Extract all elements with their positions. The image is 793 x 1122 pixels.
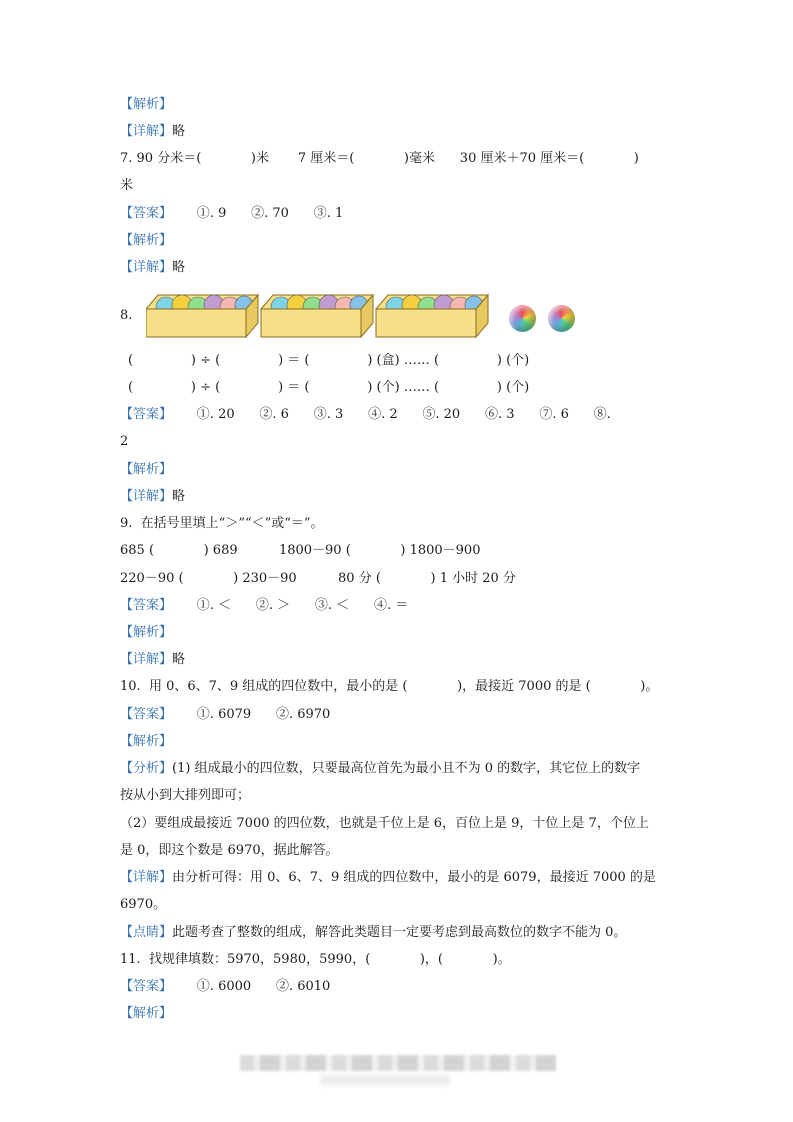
detail-text: 略: [172, 489, 186, 504]
answer-8: [120, 406, 611, 424]
answer-text: ①. ＜ ②. ＞ ③. ＜ ④. ＝: [172, 598, 409, 613]
analysis-label: 【解析】: [120, 462, 173, 477]
analysis-paragraph: [120, 760, 640, 778]
analysis-label: 【解析】: [120, 97, 173, 112]
comment-label: 【点睛】: [120, 925, 173, 940]
analysis-label: 【解析】: [120, 1006, 173, 1021]
answer-label: 【答案】: [120, 979, 173, 994]
detail-line: [120, 123, 185, 141]
answer-text: ①. 20 ②. 6 ③. 3 ④. 2 ⑤. 20 ⑥. 3 ⑦. 6 ⑧.: [172, 407, 611, 422]
question-11: 11. 找规律填数：5970，5980，5990，( )，( )。: [120, 952, 511, 967]
comment-text: 此题考查了整数的组成，解答此类题目一定要考虑到最高数位的数字不能为 0。: [172, 925, 627, 940]
analysis-text-2: （2）要组成最接近 7000 的四位数，也就是千位上是 6，百位上是 9，十位上是 7，个位上: [120, 816, 649, 831]
answer-text: ①. 6000 ②. 6010: [172, 979, 331, 994]
detail-line: [120, 259, 185, 277]
question-7-cont: 米: [120, 178, 134, 193]
detail-label: 【详解】: [120, 870, 173, 885]
detail-text: 由分析可得：用 0、6、7、9 组成的四位数中，最小的是 6079，最接近 7000 的是: [172, 870, 656, 885]
detail-line: [120, 651, 185, 669]
blurred-footer-sub: [320, 1075, 450, 1085]
analysis-label: 【解析】: [120, 734, 173, 749]
question-9-row1: 685 ( ) 689 1800－90 ( ) 1800－900: [120, 543, 481, 558]
ball-box: [146, 295, 258, 337]
detail-label: 【详解】: [120, 652, 173, 667]
detail-line: [120, 488, 185, 506]
loose-ball: [509, 305, 536, 332]
analysis-text: (1) 组成最小的四位数，只要最高位首先为最小且不为 0 的数字，其它位上的数字: [172, 761, 641, 776]
detail-text: 略: [172, 652, 186, 667]
loose-ball: [548, 305, 575, 332]
answer-9: [120, 597, 408, 615]
detail-label: 【详解】: [120, 124, 173, 139]
detail-label: 【详解】: [120, 260, 173, 275]
analysis-text-cont: 按从小到大排列即可；: [120, 788, 251, 803]
question-8-row2: ( ) ÷ ( ) ＝ ( ) (个) …… ( ) (个): [128, 380, 530, 395]
question-9-row2: 220－90 ( ) 230－90 80 分 ( ) 1 小时 20 分: [120, 571, 516, 586]
question-9: 9. 在括号里填上“＞”“＜”或“＝”。: [120, 516, 324, 531]
answer-label: 【答案】: [120, 598, 173, 613]
ball-box: [376, 295, 488, 337]
question-7: 7. 90 分米＝( )米 7 厘米＝( )毫米 30 厘米＋70 厘米＝( ): [120, 151, 639, 166]
answer-label: 【答案】: [120, 707, 173, 722]
blurred-footer: [240, 1055, 556, 1071]
answer-10: [120, 706, 330, 724]
answer-text: ①. 6079 ②. 6970: [172, 707, 331, 722]
detail-text-cont: 6970。: [120, 897, 167, 912]
analysis-tag: 【分析】: [120, 761, 173, 776]
question-10: 10. 用 0、6、7、9 组成的四位数中，最小的是 ( )，最接近 7000 的是 ( )。: [120, 679, 659, 694]
detail-text: 略: [172, 260, 186, 275]
detail-text: 略: [172, 124, 186, 139]
analysis-text-2-cont: 是 0，即这个数是 6970，据此解答。: [120, 843, 339, 858]
comment-paragraph: [120, 924, 626, 942]
question-8-number: 8.: [120, 308, 133, 323]
answer-label: 【答案】: [120, 407, 173, 422]
question-8-row1: ( ) ÷ ( ) ＝ ( ) (盒) …… ( ) (个): [128, 353, 530, 368]
answer-7: [120, 205, 343, 223]
answer-label: 【答案】: [120, 206, 173, 221]
answer-text: ①. 9 ②. 70 ③. 1: [172, 206, 344, 221]
ball-box: [261, 295, 373, 337]
detail-paragraph: [120, 869, 656, 887]
detail-label: 【详解】: [120, 489, 173, 504]
answer-11: [120, 978, 330, 996]
analysis-label: 【解析】: [120, 625, 173, 640]
answer-8-cont: 2: [120, 434, 129, 449]
analysis-label: 【解析】: [120, 233, 173, 248]
